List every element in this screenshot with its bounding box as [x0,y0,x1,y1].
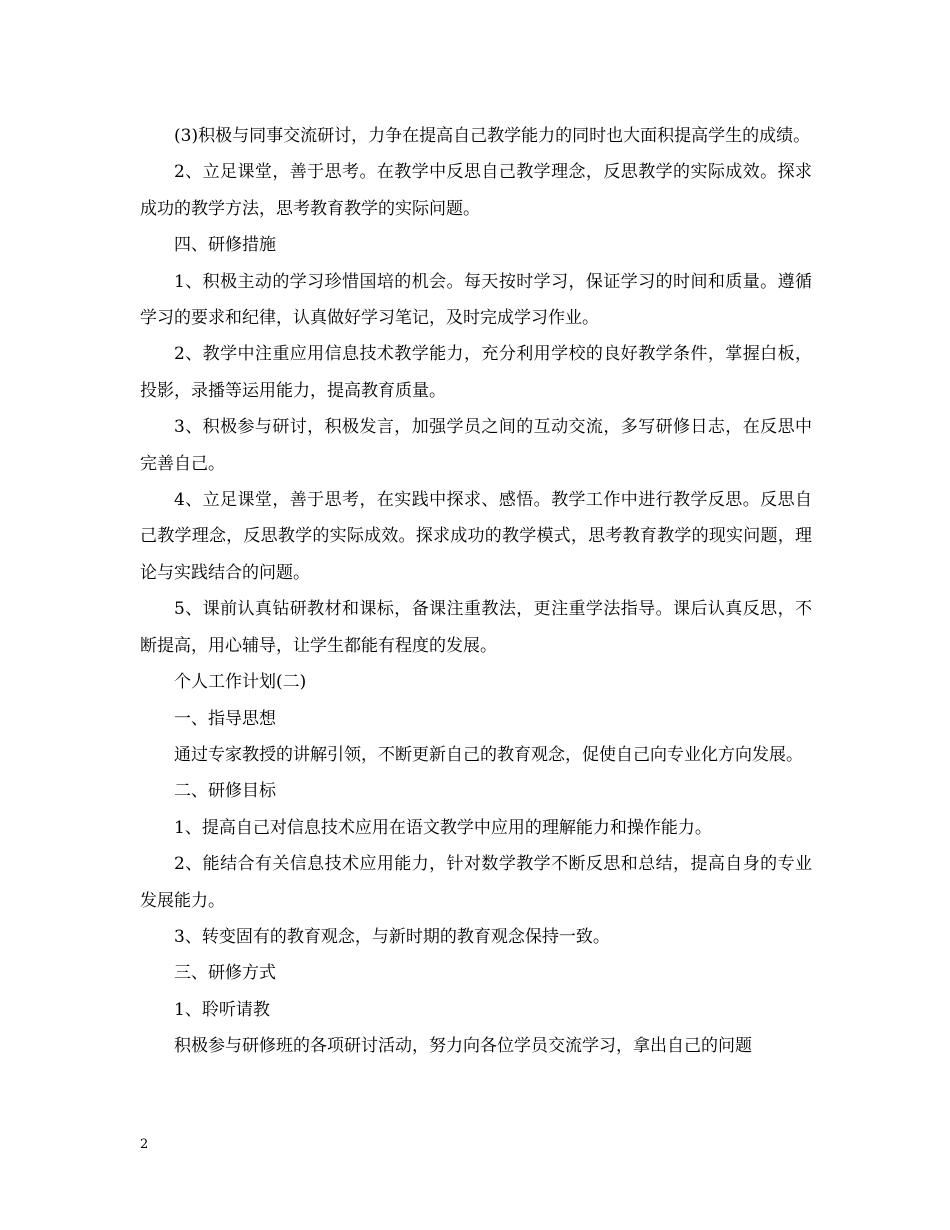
paragraph: 积极参与研修班的各项研讨活动，努力向各位学员交流学习，拿出自己的问题 [174,1036,752,1057]
page-number: 2 [140,1137,149,1152]
paragraph: 3、积极参与研讨，积极发言，加强学员之间的互动交流，多写研修日志，在反思中完善自己。 [140,417,812,474]
sub-heading: 1、聆听请教 [174,999,270,1020]
body-text [140,118,812,1065]
paragraph: 4、立足课堂，善于思考，在实践中探求、感悟。教学工作中进行教学反思。反思自己教学理念，反思教学的实际成效。探求成功的教学模式，思考教育教学的现实问题，理论与实践结合的问题。 [140,490,812,583]
paragraph: 5、课前认真钻研教材和课标，备课注重教法，更注重学法指导。课后认真反思，不断提高，用心辅导，让学生都能有程度的发展。 [140,599,812,656]
paragraph: 1、提高自己对信息技术应用在语文教学中应用的理解能力和操作能力。 [174,817,712,838]
paragraph: 通过专家教授的讲解引领，不断更新自己的教育观念，促使自己向专业化方向发展。 [174,744,803,765]
paragraph: 3、转变固有的教育观念，与新时期的教育观念保持一致。 [174,926,610,947]
paragraph: 1、积极主动的学习珍惜国培的机会。每天按时学习，保证学习的时间和质量。遵循学习的要求和纪律，认真做好学习笔记，及时完成学习作业。 [140,271,812,329]
section-heading: 一、指导思想 [174,708,276,729]
paragraph: (3)积极与同事交流研讨，力争在提高自己教学能力的同时也大面积提高学生的成绩。 [174,126,811,146]
document-subtitle: 个人工作计划(二) [174,672,307,693]
paragraph: 2、能结合有关信息技术应用能力，针对数学教学不断反思和总结，提高自身的专业发展能力。 [140,854,812,911]
section-heading: 四、研修措施 [174,235,276,256]
paragraph: 2、教学中注重应用信息技术教学能力，充分利用学校的良好教学条件，掌握白板，投影，录播等运用能力，提高教育质量。 [140,344,812,401]
section-heading: 二、研修目标 [174,781,276,802]
paragraph: 2、立足课堂，善于思考。在教学中反思自己教学理念，反思教学的实际成效。探求成功的教学方法，思考教育教学的实际问题。 [140,162,812,219]
section-heading: 三、研修方式 [174,963,276,984]
